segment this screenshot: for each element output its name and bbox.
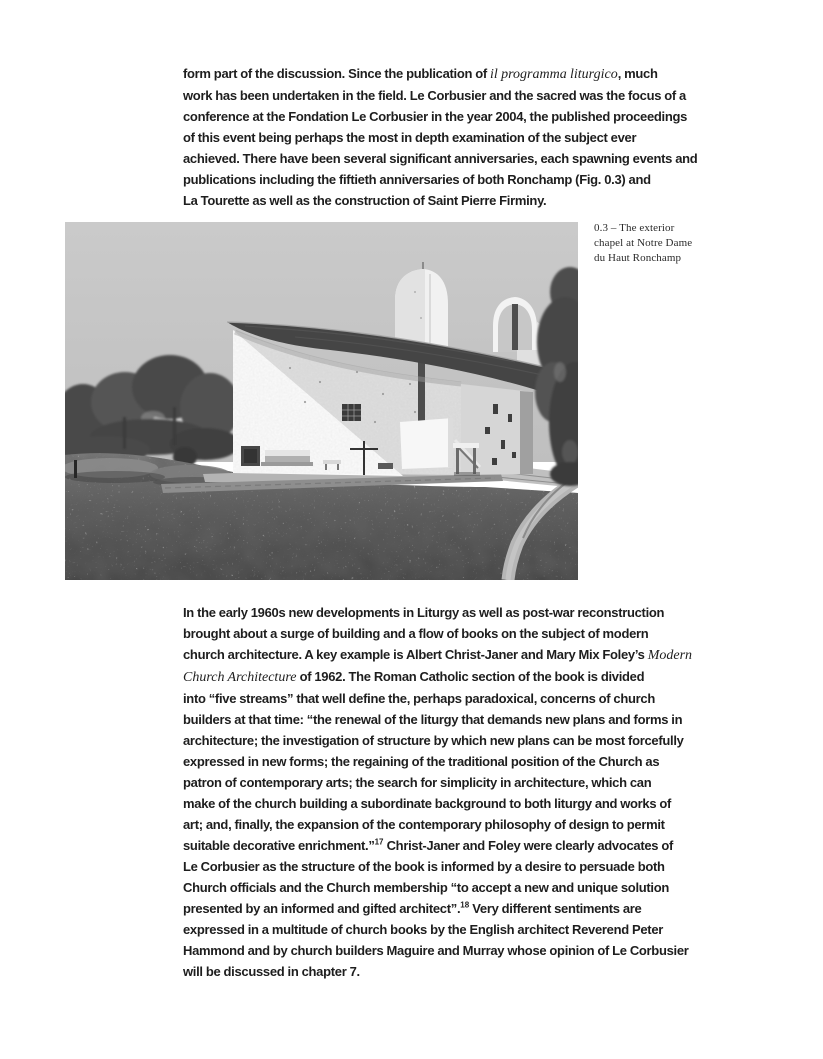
figure-0-3-photo xyxy=(65,222,578,580)
photo-altar-shadow xyxy=(454,472,480,476)
photo-small-table xyxy=(323,460,341,464)
caption-line: 0.3 – The exterior xyxy=(594,222,675,234)
photo-bench xyxy=(265,450,310,456)
ronchamp-photo-illustration xyxy=(65,222,578,580)
caption-line: du Haut Ronchamp xyxy=(594,252,682,264)
photo-pulpit-block xyxy=(400,418,453,469)
figure-caption xyxy=(594,221,764,266)
body-paragraph-1: form part of the discussion. Since the publication of il programma liturgico, much work has been undertaken in the field. Le Corbusier and the sacred was the focus of a conference at the Fondation Le Corbusier in the year 2004, the published proceedings of this event being perhaps the most in depth examination of the subject ever achieved. There have been several significant anniversaries, each spawning events and publications including the fiftieth anniversaries of both Ronchamp (Fig. 0.3) and La Tourette as well as the construction of Saint Pierre Firminy. xyxy=(183,66,698,208)
body-paragraph-2: In the early 1960s new developments in Liturgy as well as post-war reconstruction brought about a surge of building and a flow of books on the subject of modern church architecture. A key example is Albert Christ-Janer and Mary Mix Foley’s Modern Church Architecture of 1962. The Roman Catholic section of the book is divided into “five streams” that well define the, perhaps paradoxical, concerns of church builders at that time: “the renewal of the liturgy that demands new plans and forms in architecture; the investigation of structure by which new plans can be most forcefully expressed in new forms; the regaining of the traditional position of the Church as patron of contemporary arts; the search for simplicity in architecture, which can make of the church building a subordinate background to both liturgy and works of art; and, finally, the expansion of the contemporary philosophy of design to permit suitable decorative enrichment.”$^{17}$ Christ-Janer and Foley were clearly advocates of Le Corbusier as the structure of the book is informed by a desire to persuade both Church officials and the Church membership “to accept a new and unique solution presented by an informed and gifted architect”.$^{18}$ Very different sentiments are expressed in a multitude of church books by the English architect Reverend Peter Hammond and by church builders Maguire and Murray whose opinion of Le Corbusier will be discussed in chapter 7. xyxy=(183,605,693,979)
photo-altar-table xyxy=(453,443,479,448)
photo-mound-shadow xyxy=(65,471,165,483)
photo-dark-bench xyxy=(378,463,393,469)
caption-line: chapel at Notre Dame xyxy=(594,237,693,249)
photo-grid-window xyxy=(342,404,361,421)
photo-bench-side xyxy=(265,456,310,462)
photo-second-tower-slot xyxy=(512,304,518,350)
photo-wall-niche-inner xyxy=(244,449,257,463)
photo-roof-column xyxy=(418,358,425,422)
photo-bench-step xyxy=(261,462,313,466)
photo-signpost xyxy=(74,460,77,478)
photo-pulpit-block-shade xyxy=(448,418,453,467)
photo-right-wing-shade xyxy=(520,391,533,474)
